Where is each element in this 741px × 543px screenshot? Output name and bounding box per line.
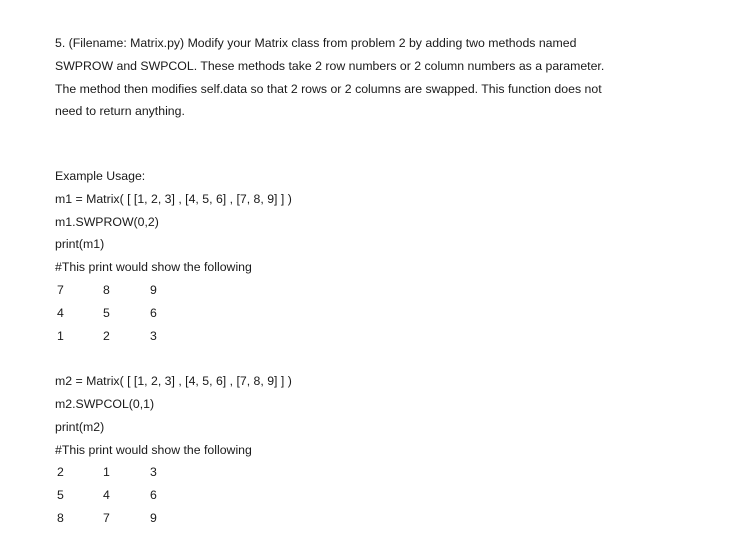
output-row [55,302,255,325]
output-cell: 5 [57,488,64,503]
output-cell: 8 [57,510,64,525]
example-block-1 [55,188,292,348]
example-usage [55,165,292,530]
code-comment: #This print would show the following [55,442,252,457]
output-cell: 4 [103,488,110,503]
code-line: m2 = Matrix( [ [1, 2, 3] , [4, 5, 6] , [7, 8, 9] ] ) [55,374,292,389]
problem-line: SWPROW and SWPCOL. These methods take 2 row numbers or 2 column numbers as a parameter. [55,58,605,73]
output-cell: 4 [57,305,64,320]
code-line: m2.SWPCOL(0,1) [55,396,155,411]
output-row [55,484,255,507]
output-cell: 3 [150,328,157,343]
code-line: m1 = Matrix( [ [1, 2, 3] , [4, 5, 6] , [7, 8, 9] ] ) [55,191,292,206]
output-row [55,507,255,530]
code-line: print(m2) [55,419,105,434]
problem-line: The method then modifies self.data so that 2 rows or 2 columns are swapped. This function does not [55,81,602,96]
output-cell: 7 [57,282,64,297]
output-cell: 1 [57,328,64,343]
problem-line: need to return anything. [55,104,185,119]
problem-line: 5. (Filename: Matrix.py) Modify your Matrix class from problem 2 by adding two methods named [55,36,577,50]
problem-statement [55,32,725,123]
output-row [55,325,255,348]
output-cell: 6 [150,488,157,503]
code-line: m1.SWPROW(0,2) [55,214,159,229]
code-comment: #This print would show the following [55,260,252,275]
output-cell: 8 [103,282,110,297]
output-cell: 2 [103,328,110,343]
output-cell: 7 [103,510,110,525]
output-cell: 3 [150,465,157,480]
output-cell: 9 [150,282,157,297]
output-cell: 6 [150,305,157,320]
output-cell: 1 [103,465,110,480]
example-block-2 [55,370,292,530]
output-cell: 9 [150,510,157,525]
spacer [55,347,292,370]
output-cell: 2 [57,465,64,480]
output-row [55,461,255,484]
code-line: print(m1) [55,237,105,252]
output-cell: 5 [103,305,110,320]
example-heading: Example Usage: [55,169,146,183]
output-row [55,279,255,302]
